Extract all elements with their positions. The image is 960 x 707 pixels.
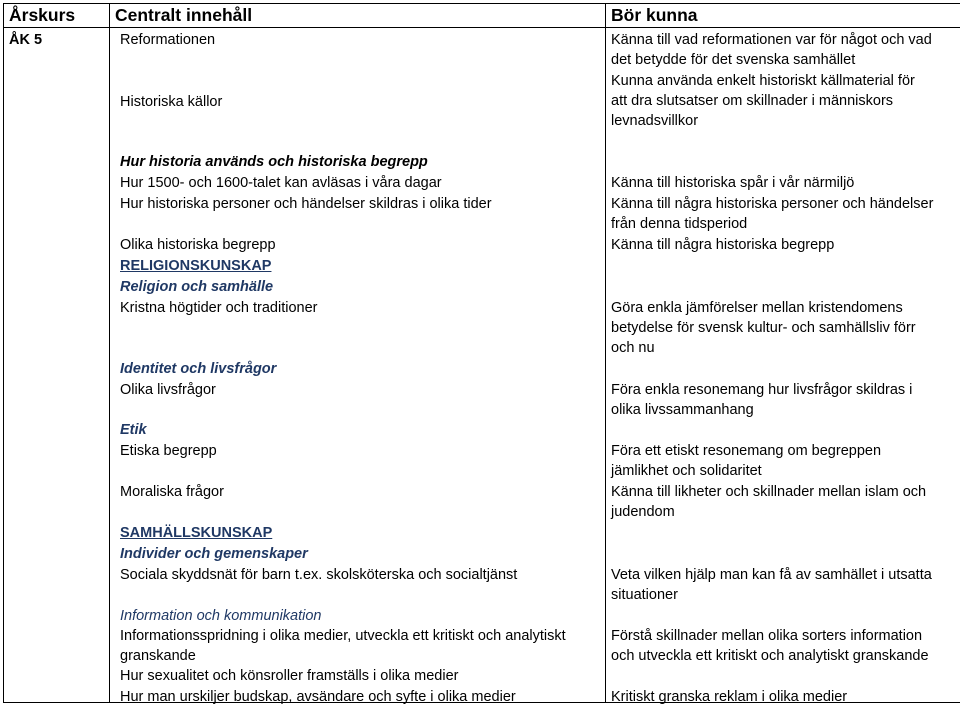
content-informationsspridning-line2: granskande (120, 646, 196, 666)
content-hur-man-urskiljer: Hur man urskiljer budskap, avsändare och syfte i olika medier (120, 687, 516, 707)
grade-cell (4, 28, 110, 703)
content-olika-livsfragor: Olika livsfrågor (120, 380, 216, 400)
outcome-forsta-line2: och utveckla ett kritiskt och analytiskt granskande (611, 646, 929, 666)
content-cell (110, 28, 606, 703)
outcome-etiskt-line2: jämlikhet och solidaritet (611, 461, 762, 481)
heading-religion-och-samhalle: Religion och samhälle (120, 277, 273, 297)
outcome-personer-line1: Känna till några historiska personer och händelser (611, 194, 933, 214)
content-hur-historiska-personer: Hur historiska personer och händelser skildras i olika tider (120, 194, 492, 214)
heading-individer-och-gemenskaper: Individer och gemenskaper (120, 544, 308, 564)
heading-etik: Etik (120, 420, 147, 440)
outcome-begrepp: Känna till några historiska begrepp (611, 235, 834, 255)
content-olika-historiska-begrepp: Olika historiska begrepp (120, 235, 276, 255)
outcome-livsfragor-line1: Föra enkla resonemang hur livsfrågor skildras i (611, 380, 912, 400)
heading-samhallskunskap: SAMHÄLLSKUNSKAP (120, 523, 272, 543)
heading-identitet-och-livsfragor: Identitet och livsfrågor (120, 359, 276, 379)
outcome-reformation-line1: Känna till vad reformationen var för något och vad (611, 30, 932, 50)
content-sociala-skyddsnat: Sociala skyddsnät för barn t.ex. skolsköterska och socialtjänst (120, 565, 517, 585)
table-row (4, 28, 960, 703)
outcome-kallor-line2: att dra slutsatser om skillnader i människors (611, 91, 893, 111)
header-centralt-innehall: Centralt innehåll (110, 4, 606, 28)
content-reformationen: Reformationen (120, 30, 215, 50)
outcome-livsfragor-line2: olika livssammanhang (611, 400, 754, 420)
content-moraliska-fragor: Moraliska frågor (120, 482, 224, 502)
outcome-hjalp-line2: situationer (611, 585, 678, 605)
outcome-kristendom-line3: och nu (611, 338, 655, 358)
content-etiska-begrepp: Etiska begrepp (120, 441, 217, 461)
outcome-islam-line1: Känna till likheter och skillnader mellan islam och (611, 482, 926, 502)
content-hur-sexualitet: Hur sexualitet och könsroller framställs i olika medier (120, 666, 458, 686)
header-bor-kunna: Bör kunna (606, 4, 960, 28)
heading-religionskunskap: RELIGIONSKUNSKAP (120, 256, 271, 276)
grade-label: ÅK 5 (4, 28, 109, 50)
header-arskurs: Årskurs (4, 4, 110, 28)
content-informationsspridning-line1: Informationsspridning i olika medier, utveckla ett kritiskt och analytiskt (120, 626, 566, 646)
content-kristna-hogtider: Kristna högtider och traditioner (120, 298, 317, 318)
outcomes-cell (606, 28, 960, 703)
outcome-spar: Känna till historiska spår i vår närmiljö (611, 173, 854, 193)
content-hur-1500: Hur 1500- och 1600-talet kan avläsas i våra dagar (120, 173, 442, 193)
outcome-forsta-line1: Förstå skillnader mellan olika sorters information (611, 626, 922, 646)
outcome-kallor-line1: Kunna använda enkelt historiskt källmaterial för (611, 71, 915, 91)
heading-information-och-kommunikation: Information och kommunikation (120, 606, 322, 626)
outcome-personer-line2: från denna tidsperiod (611, 214, 747, 234)
outcome-hjalp-line1: Veta vilken hjälp man kan få av samhället i utsatta (611, 565, 932, 585)
outcome-reformation-line2: det betydde för det svenska samhället (611, 50, 855, 70)
outcome-kallor-line3: levnadsvillkor (611, 111, 698, 131)
outcome-reklam: Kritiskt granska reklam i olika medier (611, 687, 847, 707)
outcome-islam-line2: judendom (611, 502, 675, 522)
outcome-kristendom-line1: Göra enkla jämförelser mellan kristendomens (611, 298, 903, 318)
outcome-kristendom-line2: betydelse för svensk kultur- och samhällsliv förr (611, 318, 916, 338)
curriculum-table (3, 3, 960, 703)
table-header-row (4, 4, 960, 28)
content-historiska-kallor: Historiska källor (120, 92, 222, 112)
outcome-etiskt-line1: Föra ett etiskt resonemang om begreppen (611, 441, 881, 461)
heading-hur-historia-anvands: Hur historia används och historiska begrepp (120, 152, 428, 172)
